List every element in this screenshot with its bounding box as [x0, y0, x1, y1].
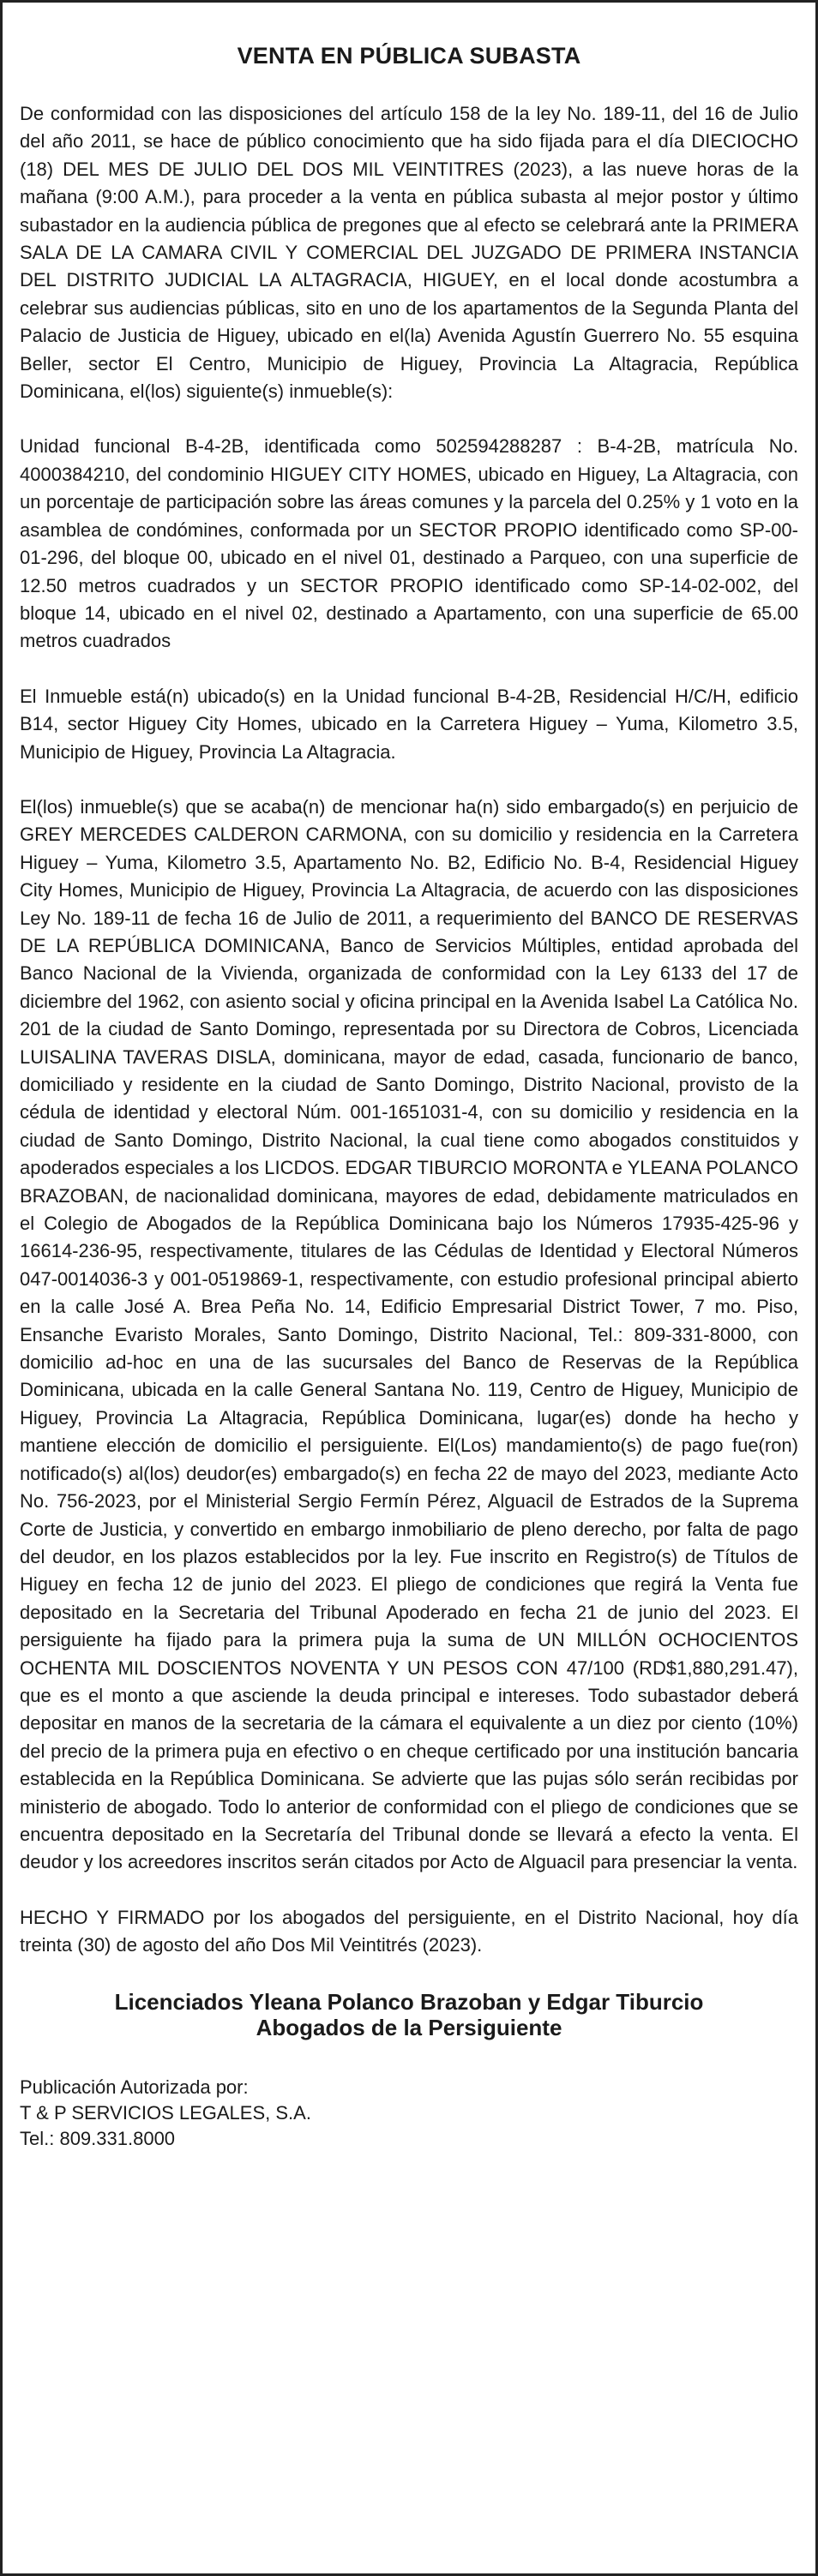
notice-title: VENTA EN PÚBLICA SUBASTA: [237, 43, 581, 69]
notice-content: [20, 42, 798, 2152]
footer-company: T & P SERVICIOS LEGALES, S.A.: [20, 2101, 311, 2124]
notice-paragraph-seizure: El(los) inmueble(s) que se acaba(n) de mencionar ha(n) sido embargado(s) en perjuicio de GREY MERCEDES CALDERON CARMONA, con su domicilio y residencia en la Carretera Higuey – Yuma, Kilometro 3.5, Apartamento No. B2, Edificio No. B-4, Residencial Higuey City Homes, Municipio de Higuey, Provincia La Altagracia, de acuerdo con las disposiciones Ley No. 189-11 de fecha 16 de Julio de 2011, a requerimiento del BANCO DE RESERVAS DE LA REPÚBLICA DOMINICANA, Banco de Servicios Múltiples, entidad aprobada del Banco Nacional de la Vivienda, organizada de conformidad con la Ley 6133 del 17 de diciembre del 1962, con asiento social y oficina principal en la Avenida Isabel La Católica No. 201 de la ciudad de Santo Domingo, representada por su Directora de Cobros, Licenciada LUISALINA TAVERAS DISLA, dominicana, mayor de edad, casada, funcionario de banco, domiciliado y residente en la ciudad de Santo Domingo, Distrito Nacional, provisto de la cédula de identidad y electoral Núm. 001-1651031-4, con su domicilio y residencia en la ciudad de Santo Domingo, Distrito Nacional, la cual tiene como abogados constituidos y apoderados especiales a los LICDOS. EDGAR TIBURCIO MORONTA e YLEANA POLANCO BRAZOBAN, de nacionalidad dominicana, mayores de edad, debidamente matriculados en el Colegio de Abogados de la República Dominicana bajo los Números 17935-425-96 y 16614-236-95, respectivamente, titulares de las Cédulas de Identidad y Electoral Números 047-0014036-3 y 001-0519869-1, respectivamente, con estudio profesional principal abierto en la calle José A. Brea Peña No. 14, Edificio Empresarial District Tower, 7 mo. Piso, Ensanche Evaristo Morales, Santo Domingo, Distrito Nacional, Tel.: 809-331-8000, con domicilio ad-hoc en una de las sucursales del Banco de Reservas de la República Dominicana, ubicada en la calle General Santana No. 119, Centro de Higuey, Municipio de Higuey, Provincia La Altagracia, República Dominicana, lugar(es) donde ha hecho y mantiene elección de domicilio el persiguiente. El(Los) mandamiento(s) de pago fue(ron) notificado(s) al(los) deudor(es) embargado(s) en fecha 22 de mayo del 2023, mediante Acto No. 756-2023, por el Ministerial Sergio Fermín Pérez, Alguacil de Estrados de la Suprema Corte de Justicia, y convertido en embargo inmobiliario de pleno derecho, por falta de pago del deudor, en los plazos establecidos por la ley. Fue inscrito en Registro(s) de Títulos de Higuey en fecha 12 de junio del 2023. El pliego de condiciones que regirá la Venta fue depositado en la Secretaria del Tribunal Apoderado en fecha 21 de junio del 2023. El persiguiente ha fijado para la primera puja la suma de UN MILLÓN OCHOCIENTOS OCHENTA MIL DOSCIENTOS NOVENTA Y UN PESOS CON 47/100 (RD$1,880,291.47), que es el monto a que asciende la deuda principal e intereses. Todo subastador deberá depositar en manos de la secretaria de la cámara el equivalente a un diez por ciento (10%) del precio de la primera puja en efectivo o en cheque certificado por una institución bancaria establecida en la República Dominicana. Se advierte que las pujas sólo serán recibidas por ministerio de abogado. Todo lo anterior de conformidad con el pliego de condiciones que se encuentra depositado en la Secretaría del Tribunal donde se llevará a efecto la venta. El deudor y los acreedores inscritos serán citados por Acto de Alguacil para presenciar la venta.: [20, 795, 798, 1873]
footer-authorized-label: Publicación Autorizada por:: [20, 2076, 249, 2098]
notice-paragraph-signed: HECHO Y FIRMADO por los abogados del persiguiente, en el Distrito Nacional, hoy día treinta (30) de agosto del año Dos Mil Veintitrés (2023).: [20, 1906, 798, 1956]
signature-names: Licenciados Yleana Polanco Brazoban y Edgar Tiburcio: [114, 1988, 704, 2015]
footer-phone: Tel.: 809.331.8000: [20, 2127, 176, 2149]
notice-paragraph-property: Unidad funcional B-4-2B, identificada como 502594288287 : B-4-2B, matrícula No. 4000384210, del condominio HIGUEY CITY HOMES, ubicado en Higuey, La Altagracia, con un porcentaje de participación sobre las áreas comunes y la parcela del 0.25% y 1 voto en la asamblea de condómines, conformada por un SECTOR PROPIO identificado como SP-00-01-296, del bloque 00, ubicado en el nivel 01, destinado a Parqueo, con una superficie de 12.50 metros cuadrados y un SECTOR PROPIO identificado como SP-14-02-002, del bloque 14, ubicado en el nivel 02, destinado a Apartamento, con una superficie de 65.00 metros cuadrados: [20, 435, 798, 652]
signature-role: Abogados de la Persiguiente: [256, 2014, 562, 2040]
publication-footer: [20, 2075, 798, 2152]
notice-paragraph-location: El Inmueble está(n) ubicado(s) en la Unidad funcional B-4-2B, Residencial H/C/H, edificio B14, sector Higuey City Homes, ubicado en la Carretera Higuey – Yuma, Kilometro 3.5, Municipio de Higuey, Provincia La Altagracia.: [20, 685, 798, 763]
signature-block: [20, 1989, 798, 2040]
notice-paragraph-intro: De conformidad con las disposiciones del artículo 158 de la ley No. 189-11, del 16 de Julio del año 2011, se hace de público conocimiento que ha sido fijada para el día DIECIOCHO (18) DEL MES DE JULIO DEL DOS MIL VEINTITRES (2023), a las nueve horas de la mañana (9:00 A.M.), para proceder a la venta en pública subasta al mejor postor y último subastador en la audiencia pública de pregones que al efecto se celebrará ante la PRIMERA SALA DE LA CAMARA CIVIL Y COMERCIAL DEL JUZGADO DE PRIMERA INSTANCIA DEL DISTRITO JUDICIAL LA ALTAGRACIA, HIGUEY, en el local donde acostumbra a celebrar sus audiencias públicas, sito en uno de los apartamentos de la Segunda Planta del Palacio de Justicia de Higuey, ubicado en el(la) Avenida Agustín Guerrero No. 55 esquina Beller, sector El Centro, Municipio de Higuey, Provincia La Altagracia, República Dominicana, el(los) siguiente(s) inmueble(s):: [20, 103, 798, 403]
